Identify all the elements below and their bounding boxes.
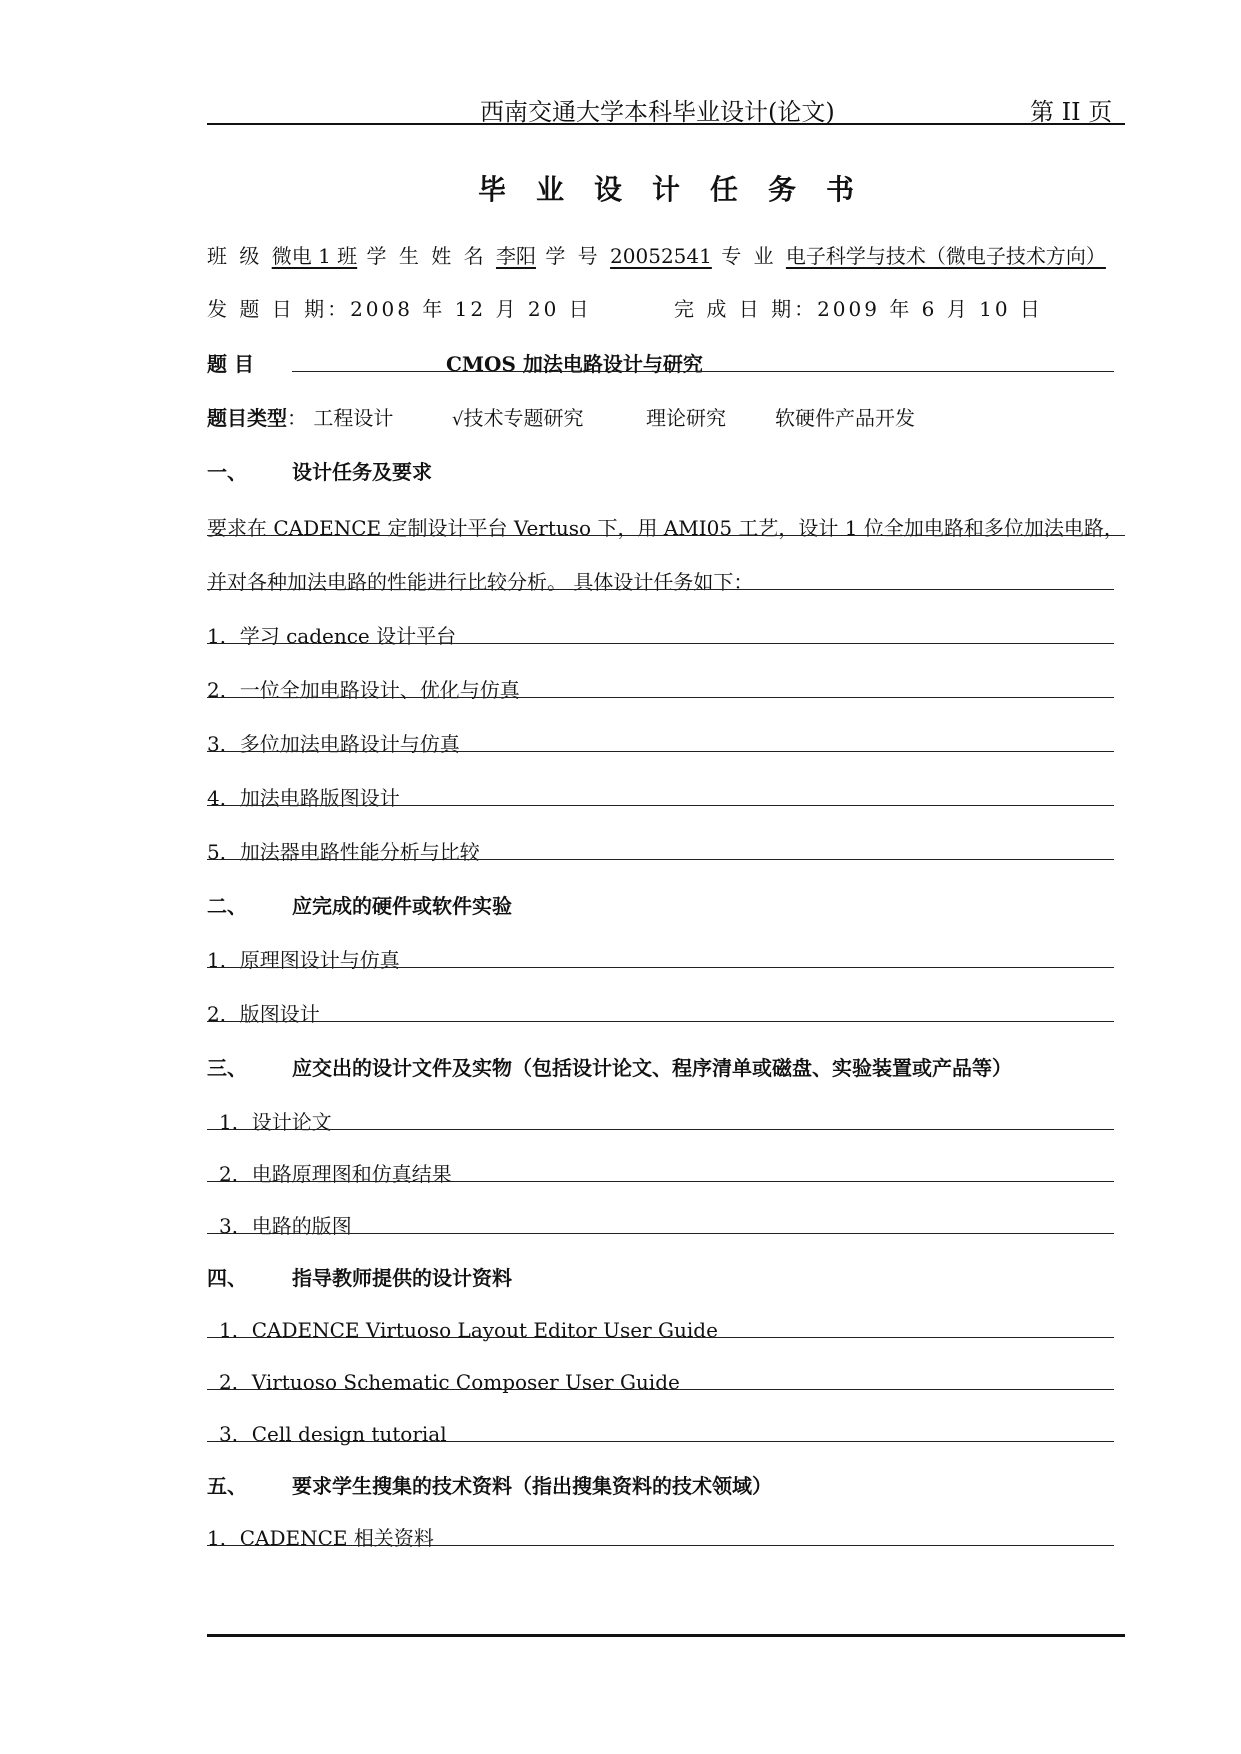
underline	[207, 643, 1114, 644]
underline	[207, 589, 1114, 590]
section-2-number: 二、	[207, 894, 247, 918]
class-value: 微电 1 班	[271, 244, 358, 268]
underline	[207, 1337, 1114, 1338]
section-1-number: 一、	[207, 460, 247, 484]
section-5-title: 要求学生搜集的技术资料（指出搜集资料的技术领域）	[292, 1474, 772, 1498]
topic-type-colon: ：	[287, 406, 307, 430]
section-1-title: 设计任务及要求	[292, 460, 432, 484]
topic-type-label: 题目类型	[207, 406, 287, 430]
option-technical-study	[452, 402, 583, 431]
section-4-title: 指导教师提供的设计资料	[292, 1266, 512, 1290]
option-theory-research: 理论研究	[646, 406, 726, 430]
option-product-development: 软硬件产品开发	[775, 406, 915, 430]
topic-value: CMOS 加法电路设计与研究	[446, 352, 703, 376]
underline	[207, 697, 1114, 698]
section-1-line: 3．多位加法电路设计与仿真	[207, 732, 460, 756]
section-1-line: 4．加法电路版图设计	[207, 786, 400, 810]
name-value: 李阳	[495, 244, 536, 268]
section-3-title: 应交出的设计文件及实物（包括设计论文、程序清单或磁盘、实验装置或产品等）	[292, 1056, 1012, 1080]
underline	[207, 1233, 1114, 1234]
underline	[207, 1021, 1114, 1022]
topic-label: 题 目	[207, 352, 254, 376]
issue-date: 发 题 日 期：2008 年 12 月 20 日	[207, 297, 592, 321]
section-1-line: 并对各种加法电路的性能进行比较分析。 具体设计任务如下：	[207, 570, 754, 594]
checkmark-icon: √	[452, 409, 464, 430]
section-3-line: 1．设计论文	[219, 1110, 332, 1134]
class-label: 班 级	[207, 244, 263, 268]
topic-type-row	[207, 402, 393, 431]
underline	[207, 751, 1114, 752]
underline	[207, 535, 1125, 536]
student-info-row	[207, 240, 1106, 269]
section-2-line: 2．版图设计	[207, 1002, 320, 1026]
section-4-number: 四、	[207, 1266, 247, 1290]
header-title: 西南交通大学本科毕业设计(论文)	[480, 98, 835, 126]
option-engineering-design: 工程设计	[313, 406, 394, 430]
topic-underline	[292, 371, 1114, 372]
section-3-line: 2．电路原理图和仿真结果	[219, 1162, 452, 1186]
underline	[207, 1181, 1114, 1182]
section-1-line: 5．加法器电路性能分析与比较	[207, 840, 480, 864]
section-4-line: 2．Virtuoso Schematic Composer User Guide	[219, 1370, 680, 1394]
section-4-line: 1．CADENCE Virtuoso Layout Editor User Guide	[219, 1318, 718, 1342]
student-id-label: 学 号	[545, 244, 601, 268]
section-3-number: 三、	[207, 1056, 247, 1080]
section-3-line: 3．电路的版图	[219, 1214, 352, 1238]
underline	[207, 967, 1114, 968]
complete-date: 完 成 日 期：2009 年 6 月 10 日	[674, 297, 1043, 321]
major-label: 专 业	[721, 244, 777, 268]
header-divider	[207, 123, 1125, 125]
footer-divider	[207, 1634, 1125, 1637]
section-5-line: 1．CADENCE 相关资料	[207, 1526, 434, 1550]
section-1-line: 2．一位全加电路设计、优化与仿真	[207, 678, 520, 702]
underline	[207, 1389, 1114, 1390]
major-value: 电子科学与技术（微电子技术方向）	[785, 244, 1106, 268]
section-2-line: 1．原理图设计与仿真	[207, 948, 400, 972]
underline	[207, 859, 1114, 860]
section-2-title: 应完成的硬件或软件实验	[292, 894, 512, 918]
student-id-value: 20052541	[610, 244, 712, 268]
section-1-line: 1．学习 cadence 设计平台	[207, 624, 457, 648]
underline	[207, 1545, 1114, 1546]
option-technical-study-label: 技术专题研究	[463, 406, 584, 430]
underline	[207, 805, 1114, 806]
section-5-number: 五、	[207, 1474, 247, 1498]
page-number: 第 II 页	[1030, 98, 1113, 126]
name-label: 学 生 姓 名	[366, 244, 487, 268]
section-1-line: 要求在 CADENCE 定制设计平台 Vertuso 下，用 AMI05 工艺，设计 1 位全加电路和多位加法电路，	[207, 516, 1124, 540]
underline	[207, 1129, 1114, 1130]
underline	[207, 1441, 1114, 1442]
document-title: 毕业设计任务书	[478, 173, 885, 206]
section-4-line: 3．Cell design tutorial	[219, 1422, 447, 1446]
